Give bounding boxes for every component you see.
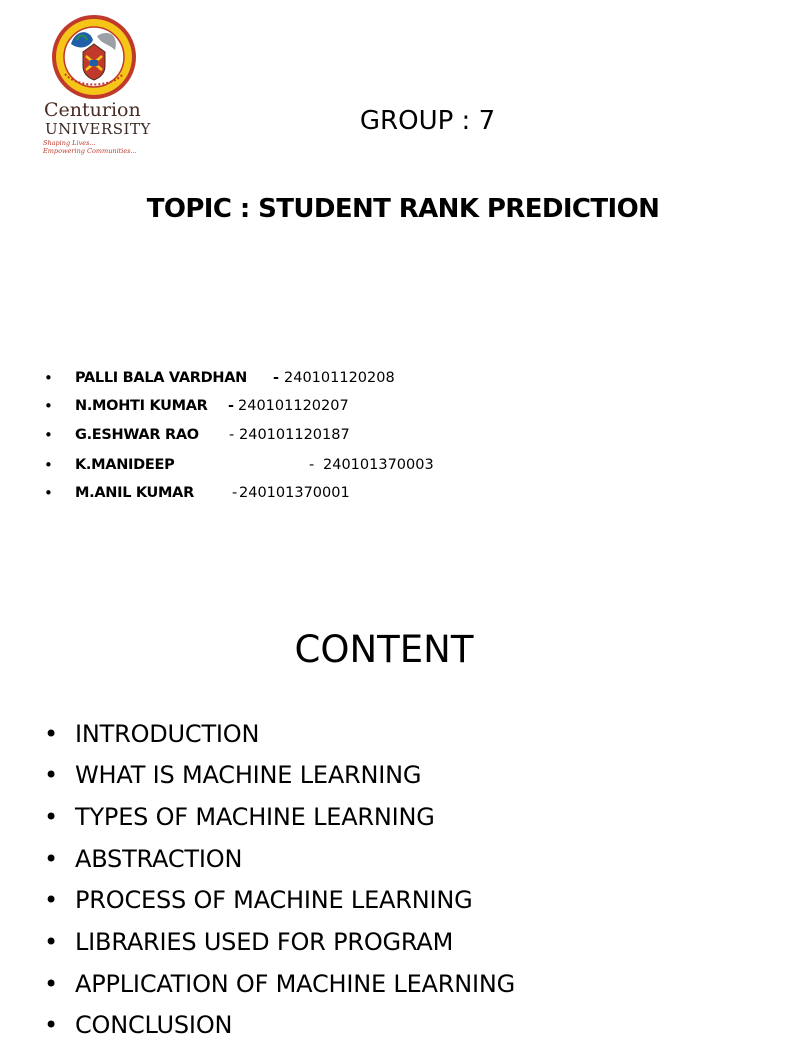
content-item-label: CONCLUSION: [75, 1011, 233, 1039]
bullet: •: [44, 456, 53, 474]
member-separator: -: [273, 370, 280, 386]
bullet: •: [44, 484, 53, 502]
member-id: 240101370001: [239, 485, 350, 501]
content-slide: [0, 560, 768, 1039]
content-item-label: ABSTRACTION: [75, 845, 243, 873]
group-title: GROUP : 7: [359, 106, 496, 136]
member-separator: -: [228, 398, 235, 414]
content-item-label: PROCESS OF MACHINE LEARNING: [75, 886, 473, 914]
university-seal-icon: [49, 14, 139, 100]
logo-tagline-line-2: Empowering Communities...: [43, 147, 137, 155]
topic-title: TOPIC : STUDENT RANK PREDICTION: [146, 194, 660, 224]
member-id: 240101120207: [238, 398, 349, 414]
content-item-label: TYPES OF MACHINE LEARNING: [75, 803, 435, 831]
bullet: •: [44, 886, 59, 914]
bullet: •: [44, 970, 59, 998]
member-id: 240101370003: [323, 457, 434, 473]
member-separator: -: [309, 457, 315, 473]
bullet: •: [44, 369, 53, 387]
member-name: M.ANIL KUMAR: [75, 485, 194, 501]
content-item-label: LIBRARIES USED FOR PROGRAM: [75, 928, 454, 956]
member-id: 240101120208: [284, 370, 395, 386]
bullet: •: [44, 397, 53, 415]
member-id: 240101120187: [239, 427, 350, 443]
member-name: N.MOHTI KUMAR: [75, 398, 208, 414]
bullet: •: [44, 720, 59, 748]
bullet: •: [44, 803, 59, 831]
logo-subtitle: UNIVERSITY: [45, 120, 151, 138]
content-item-label: INTRODUCTION: [75, 720, 260, 748]
member-name: K.MANIDEEP: [75, 457, 175, 473]
bullet: •: [44, 1011, 59, 1039]
content-title: CONTENT: [294, 628, 474, 671]
bullet: •: [44, 928, 59, 956]
logo-wordmark: Centurion: [44, 99, 141, 121]
bullet: •: [44, 845, 59, 873]
logo-tagline-line-1: Shaping Lives...: [43, 139, 96, 147]
logo-tagline: [43, 139, 137, 155]
university-logo: [40, 14, 151, 158]
content-item-label: WHAT IS MACHINE LEARNING: [75, 761, 422, 789]
member-name: PALLI BALA VARDHAN: [75, 370, 247, 386]
bullet: •: [44, 761, 59, 789]
content-item-label: APPLICATION OF MACHINE LEARNING: [75, 970, 516, 998]
member-name: G.ESHWAR RAO: [75, 427, 199, 443]
member-separator: -: [232, 485, 238, 501]
member-separator: -: [229, 427, 235, 443]
bullet: •: [44, 426, 53, 444]
